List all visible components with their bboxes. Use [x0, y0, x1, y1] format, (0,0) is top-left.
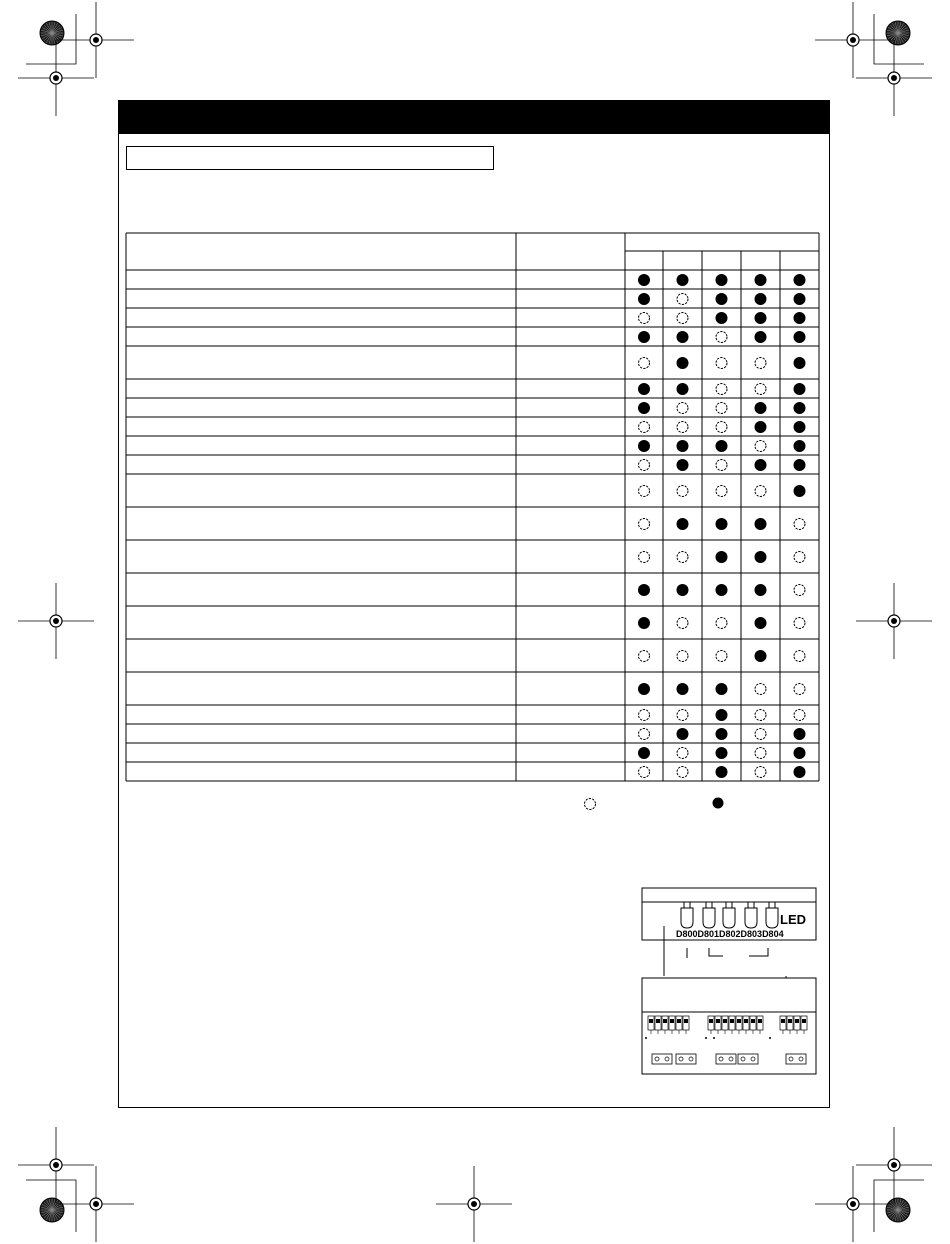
indicator-off: [755, 358, 766, 369]
indicator-on: [755, 312, 767, 324]
indicator-on: [755, 584, 767, 596]
indicator-on: [716, 293, 728, 305]
indicator-on: [677, 440, 689, 452]
indicator-off: [755, 684, 766, 695]
indicator-on: [716, 683, 728, 695]
indicator-on: [755, 293, 767, 305]
indicator-on: [716, 747, 728, 759]
indicator-on: [638, 683, 650, 695]
table-legend: [585, 798, 724, 810]
indicator-on: [794, 312, 806, 324]
indicator-off: [639, 519, 650, 530]
indicator-off: [639, 460, 650, 471]
indicator-off: [716, 403, 727, 414]
indicator-on: [716, 440, 728, 452]
indicator-on: [638, 383, 650, 395]
indicator-on: [794, 728, 806, 740]
indicator-off: [755, 384, 766, 395]
indicator-off: [716, 384, 727, 395]
indicator-off: [639, 422, 650, 433]
indicator-on: [794, 485, 806, 497]
indicator-on: [794, 747, 806, 759]
indicator-off: [639, 486, 650, 497]
indicator-off: [755, 748, 766, 759]
indicator-off: [716, 618, 727, 629]
indicator-off: [639, 313, 650, 324]
indicator-off: [639, 710, 650, 721]
indicator-off: [716, 422, 727, 433]
indicator-on: [677, 728, 689, 740]
indicator-off: [716, 460, 727, 471]
indicator-on: [638, 293, 650, 305]
indicator-on: [794, 274, 806, 286]
indicator-off: [677, 651, 688, 662]
indicator-on: [716, 584, 728, 596]
indicator-on: [755, 650, 767, 662]
board-diagram: [640, 886, 818, 1076]
indicator-on: [638, 331, 650, 343]
indicator-off: [794, 684, 805, 695]
indicator-on: [716, 274, 728, 286]
indicator-on: [716, 709, 728, 721]
indicator-off: [755, 441, 766, 452]
indicator-off: [639, 358, 650, 369]
indicator-off: [677, 552, 688, 563]
indicator-off: [794, 710, 805, 721]
indicator-on: [716, 312, 728, 324]
indicator-off: [755, 486, 766, 497]
indicator-on: [677, 383, 689, 395]
led-names: D800D801D802D803D804: [676, 929, 784, 939]
indicator-on: [794, 402, 806, 414]
indicator-off: [677, 294, 688, 305]
indicator-on: [638, 747, 650, 759]
indicator-on: [716, 518, 728, 530]
indicator-on: [794, 331, 806, 343]
indicator-off: [716, 358, 727, 369]
indicator-off: [677, 422, 688, 433]
led-label: LED: [780, 912, 806, 927]
indicator-on: [638, 440, 650, 452]
indicator-on: [638, 617, 650, 629]
indicator-off: [677, 767, 688, 778]
indicator-off: [794, 519, 805, 530]
indicator-off: [639, 651, 650, 662]
indicator-on: [794, 357, 806, 369]
indicator-on: [755, 402, 767, 414]
indicator-off: [755, 710, 766, 721]
indicator-off: [677, 403, 688, 414]
indicator-off: [677, 748, 688, 759]
indicator-on: [677, 683, 689, 695]
indicator-on: [677, 518, 689, 530]
indicator-on: [755, 421, 767, 433]
indicator-on: [755, 459, 767, 471]
table-grid: [126, 233, 819, 781]
indicator-off: [794, 618, 805, 629]
indicator-off: [794, 651, 805, 662]
indicator-on: [677, 331, 689, 343]
indicator-on: [794, 440, 806, 452]
indicator-on: [716, 728, 728, 740]
indicator-off: [677, 486, 688, 497]
indicator-off: [755, 729, 766, 740]
indicator-on: [794, 766, 806, 778]
indicator-on: [638, 584, 650, 596]
indicator-on: [638, 274, 650, 286]
indicator-on: [794, 459, 806, 471]
indicator-on: [755, 551, 767, 563]
indicator-on: [677, 357, 689, 369]
indicator-off: [677, 618, 688, 629]
indicator-off: [639, 767, 650, 778]
indicator-on: [794, 383, 806, 395]
indicator-on: [794, 421, 806, 433]
indicator-off: [677, 710, 688, 721]
indicator-on: [677, 584, 689, 596]
indicator-on: [716, 551, 728, 563]
indicator-on: [755, 331, 767, 343]
indicator-off: [716, 651, 727, 662]
indicator-off: [639, 729, 650, 740]
indicator-off: [716, 486, 727, 497]
indicator-off: [716, 332, 727, 343]
indicator-off: [755, 767, 766, 778]
indicator-on: [755, 617, 767, 629]
indicator-on: [638, 402, 650, 414]
indicator-on: [755, 518, 767, 530]
indicator-off: [677, 313, 688, 324]
legend-on-indicator: [713, 798, 724, 809]
indicator-off: [794, 585, 805, 596]
indicator-off: [639, 552, 650, 563]
indicator-off: [794, 552, 805, 563]
indicator-on: [677, 274, 689, 286]
indicator-on: [716, 766, 728, 778]
legend-off-indicator: [585, 799, 596, 810]
indicator-on: [794, 293, 806, 305]
indicator-on: [755, 274, 767, 286]
indicator-on: [677, 459, 689, 471]
